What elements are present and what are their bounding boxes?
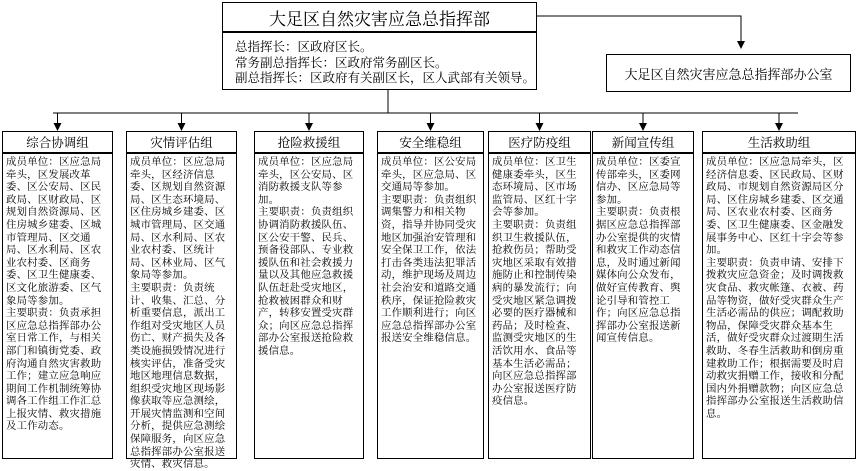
group-duties: 主要职责：负责承担区应急总指挥部办公室日常工作，与相关部门和镇街党委、政府沟通自然灾害救助工作；建立应急响应期间工作机制统筹协调各工作组工作汇总上报灾情、救灾措施及工作动态。 [6,307,102,433]
group-title-news-publicity: 新闻宣传组 [592,131,694,153]
deputy-commanders: 副总指挥长：区政府有关副区长，区人武部有关领导。 [235,70,536,85]
executive-deputy-commander: 常务副总指挥长：区政府常务副区长。 [235,54,448,70]
group-title-medical-epidemic: 医疗防疫组 [488,131,591,153]
group-duties: 主要职责：负责根据区应急总指挥部办公室提供的灾情和救灾工作动态信息，及时通过新闻媒体向公众发布，做好宣传教育、舆论引导和管控工作；向区应急总指挥部办公室报送新闻宣传信息。 [596,206,681,345]
group-members: 成员单位：区应急局牵头，区发展改革委、区公安局、区民政局、区财政局、区规划自然资源局、区住房城乡建委、区城市管理局、区交通局、区水利局、区农业农村委、区商务委、区卫生健康委、区文化旅游委、区气象局等参加。 [6,156,102,307]
command-title: 大足区自然灾害应急总指挥部 [222,2,537,32]
group-body-medical-epidemic [488,153,591,459]
group-members: 成员单位：区应急局牵头，区经济信息委、区民政局、区财政局、市规划自然资源局区分局、区住房城乡建委、区交通局、区农业农村委、区商务委、区卫生健康委、区金融发展事务中心、区红十字会等参加。 [706,156,844,257]
group-body-security-stability [377,153,484,459]
group-title-livelihood-relief: 生活救助组 [702,131,856,153]
group-title-comprehensive-coordination: 综合协调组 [2,131,113,153]
group-duties: 主要职责：负责统计、收集、汇总、分析重要信息，派出工作组对受灾地区人员伤亡、财产损失及各类设施损毁情况进行核实评估，准备受灾地区地理信息数据，组织受灾地区现场影像获取等应急测绘，开展灾情监测和空间分析，提供应急测绘保障服务，向区应急总指挥部办公室报送灾情、救灾信息。 [130,281,226,471]
group-title-disaster-assessment: 灾情评估组 [126,131,237,153]
group-members: 成员单位：区委宣传部牵头，区委网信办、区应急局等参加。 [596,156,681,206]
chief-commander: 总指挥长：区政府区长。 [235,39,373,54]
group-duties: 主要职责：负责组织调集警力和相关物资，指导并协同受灾地区加强治安管理和安全保卫工作，依法打击各类违法犯罪活动，维护现场及周边社会治安和道路交通秩序，保证抢险救灾工作顺利进行；向区应急总指挥部办公室报送安全维稳信息。 [381,193,477,345]
group-title-rescue: 抢险救援组 [254,131,364,153]
leadership-box [222,32,537,90]
group-members: 成员单位：区卫生健康委牵头，区生态环境局、区市场监管局、区红十字会等参加。 [492,156,577,219]
group-duties: 主要职责：负责申请、安排下拨救灾应急资金；及时调拨救灾食品、救灾帐篷、衣被、药品等物资，做好受灾群众生产生活必需品的供应；调配救助物品，保障受灾群众基本生活，做好受灾群众过渡期生活救助、冬春生活救助和倒房重建救助工作；根据需要及时启动救灾捐赠工作，接收和分配国内外捐赠款物；向区应急总指挥部办公室报送生活救助信息。 [706,256,844,420]
group-body-disaster-assessment [126,153,237,471]
command-office: 大足区自然灾害应急总指挥部办公室 [606,54,851,92]
group-members: 成员单位：区公安局牵头，区应急局、区交通局等参加。 [381,156,477,194]
group-members: 成员单位：区应急局牵头，区经济信息委、区规划自然资源局、区生态环境局、区住房城乡建委、区城市管理局、区交通局、区水利局、区农业农村委、区统计局、区林业局、区气象局等参加。 [130,156,226,282]
group-duties: 主要职责：负责组织卫生救援队伍，抢救伤员；帮助受灾地区采取有效措施防止和控制传染病的暴发流行；向受灾地区紧急调拨必要的医疗器械和药品；及时检查、监测受灾地区的生活饮用水、食品等基本生活必需品；向区应急总指挥部办公室报送医疗防疫信息。 [492,218,577,408]
group-body-rescue [254,153,364,459]
group-members: 成员单位：区应急局牵头，区公安局、区消防救援支队等参加。 [258,156,354,206]
group-duties: 主要职责：负责组织协调消防救援队伍、区公安干警、民兵、预备役部队、专业救援队伍和社会救援力量以及其他应急救援队伍赶赴受灾地区，抢救被困群众和财产，转移安置受灾群众；向区应急总指挥部办公室报送抢险救援信息。 [258,206,354,357]
group-body-news-publicity [592,153,694,459]
group-title-security-stability: 安全维稳组 [377,131,484,153]
group-body-comprehensive-coordination [2,153,113,459]
group-body-livelihood-relief [702,153,856,459]
